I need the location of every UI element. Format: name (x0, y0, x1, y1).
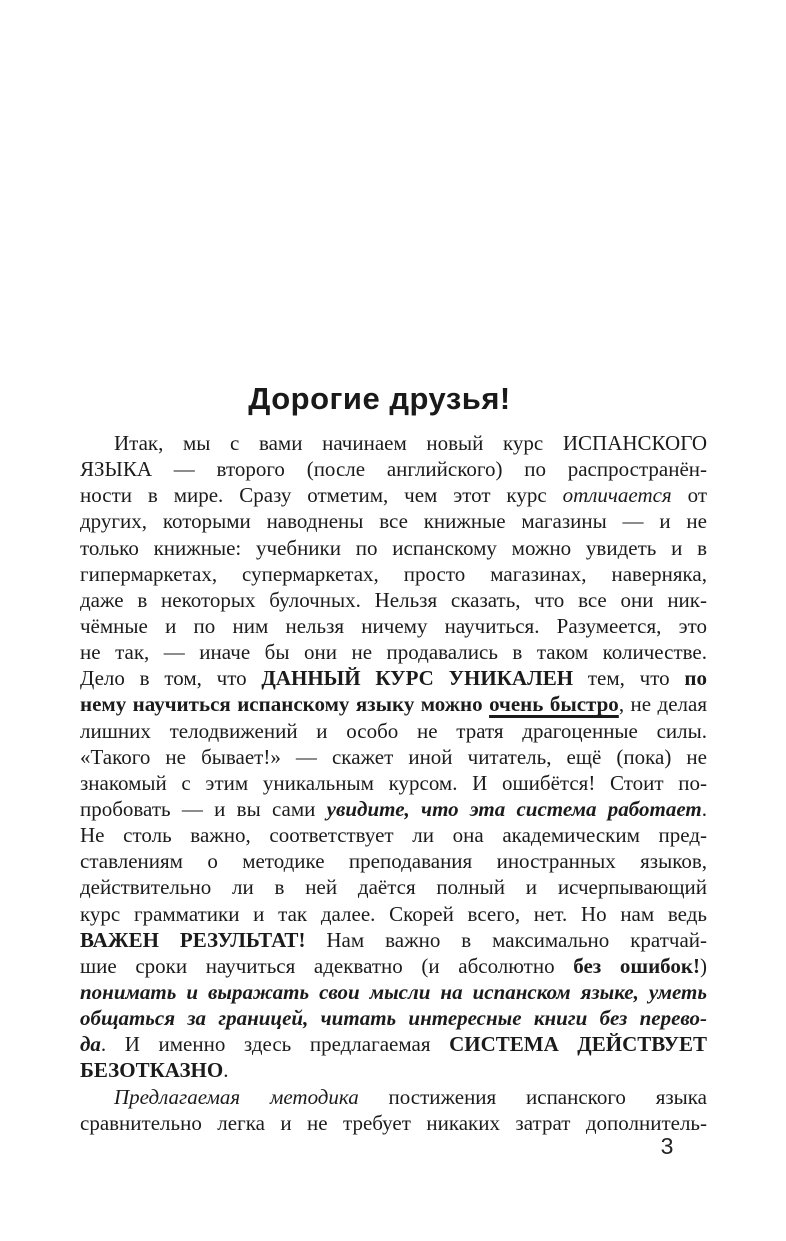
text-run: очень быстро (489, 692, 619, 717)
text-run: не так, — иначе бы они не продавались в таком количестве. (80, 640, 707, 665)
text-run: ставлениям о методике преподавания иностранных языков, (80, 849, 707, 874)
text-run: по (684, 666, 707, 691)
text-line (80, 1005, 707, 1031)
text-line (80, 718, 707, 744)
page-title: Дорогие друзья! (248, 381, 511, 416)
text-line (80, 508, 707, 534)
text-run: общаться за границей, читать интересные книги без перево- (80, 1006, 707, 1031)
page-number: 3 (660, 1133, 674, 1159)
text-run: ВАЖЕН РЕЗУЛЬТАТ! (80, 927, 306, 952)
text-line (80, 953, 707, 979)
text-run: действительно ли в ней даётся полный и исчерпывающий (80, 875, 707, 900)
text-line (80, 1084, 707, 1110)
text-line (80, 822, 707, 848)
text-run: Дело в том, что (80, 666, 262, 691)
text-run: Не столь важно, соответствует ли она академическим пред- (80, 823, 707, 848)
text-run: Итак, мы с вами начинаем новый курс ИСПАНСКОГО (114, 431, 707, 455)
text-line (80, 1057, 707, 1083)
text-line (80, 691, 707, 717)
text-line (80, 979, 707, 1005)
text-run: увидите, что эта система работает (326, 796, 702, 821)
text-run: понимать и выражать свои мысли на испанском языке, уметь (80, 979, 707, 1004)
text-line (80, 430, 707, 456)
text-run: от (671, 483, 708, 508)
text-run: сравнительно легка и не требует никаких затрат дополнитель- (80, 1110, 707, 1135)
text-line (80, 901, 707, 927)
text-run: только книжные: учебники по испанскому можно увидеть и в (80, 535, 707, 560)
text-line (80, 482, 707, 508)
text-run: даже в некоторых булочных. Нельзя сказать, что все они ник- (80, 587, 707, 612)
text-run: постижения испанского языка (358, 1084, 707, 1109)
text-run: шие сроки научиться адекватно (и абсолютно (80, 953, 574, 978)
text-run: без ошибок! (573, 953, 700, 978)
text-run: чёмные и по ним нельзя ничему научиться. Разумеется, это (80, 613, 707, 638)
text-run: «Такого не бывает!» — скажет иной читатель, ещё (пока) не (80, 744, 707, 769)
text-line (80, 1031, 707, 1057)
text-run: ДАННЫЙ КУРС УНИКАЛЕН (261, 666, 574, 691)
text-run: ) (700, 953, 707, 978)
text-line (80, 535, 707, 561)
text-run: лишних телодвижений и особо не тратя драгоценные силы. (80, 718, 707, 743)
text-line (80, 927, 707, 953)
text-run: знакомый с этим уникальным курсом. И ошибётся! Стоит по- (80, 770, 707, 795)
text-line (80, 848, 707, 874)
text-run: нему научиться испанскому языку можно (80, 692, 490, 717)
text-run: ЯЗЫКА — второго (после английского) по распространён- (80, 457, 707, 482)
text-run: Нам важно в максимально кратчай- (305, 927, 707, 952)
text-run: отличается (562, 483, 672, 508)
text-run: гипермаркетах, супермаркетах, просто магазинах, наверняка, (80, 561, 707, 586)
text-run: других, которыми наводнены все книжные магазины — и не (80, 509, 707, 534)
text-line (80, 796, 707, 822)
text-run: СИСТЕМА ДЕЙСТВУЕТ (449, 1032, 708, 1057)
text-line (80, 587, 707, 613)
text-run: курс грамматики и так далее. Скорей всего, нет. Но нам ведь (80, 901, 707, 926)
text-run: тем, что (573, 666, 685, 691)
text-line (80, 770, 707, 796)
text-run: . (223, 1058, 229, 1083)
text-run: . (701, 796, 707, 821)
text-run: . И именно здесь предлагаемая (100, 1032, 450, 1057)
text-line (80, 639, 707, 665)
text-run: БЕЗОТКАЗНО (80, 1058, 224, 1083)
body-text (80, 430, 707, 1136)
text-line (80, 665, 707, 691)
text-line (80, 613, 707, 639)
text-run: пробовать — и вы сами (80, 796, 327, 821)
text-run: ности в мире. Сразу отметим, чем этот курс (80, 483, 563, 508)
text-line (80, 874, 707, 900)
text-run: да (80, 1032, 101, 1057)
text-line (80, 561, 707, 587)
text-run: Предлагаемая методика (114, 1084, 359, 1109)
text-line (80, 1110, 707, 1136)
text-line (80, 456, 707, 482)
text-line (80, 744, 707, 770)
text-run: , не делая (618, 692, 707, 717)
